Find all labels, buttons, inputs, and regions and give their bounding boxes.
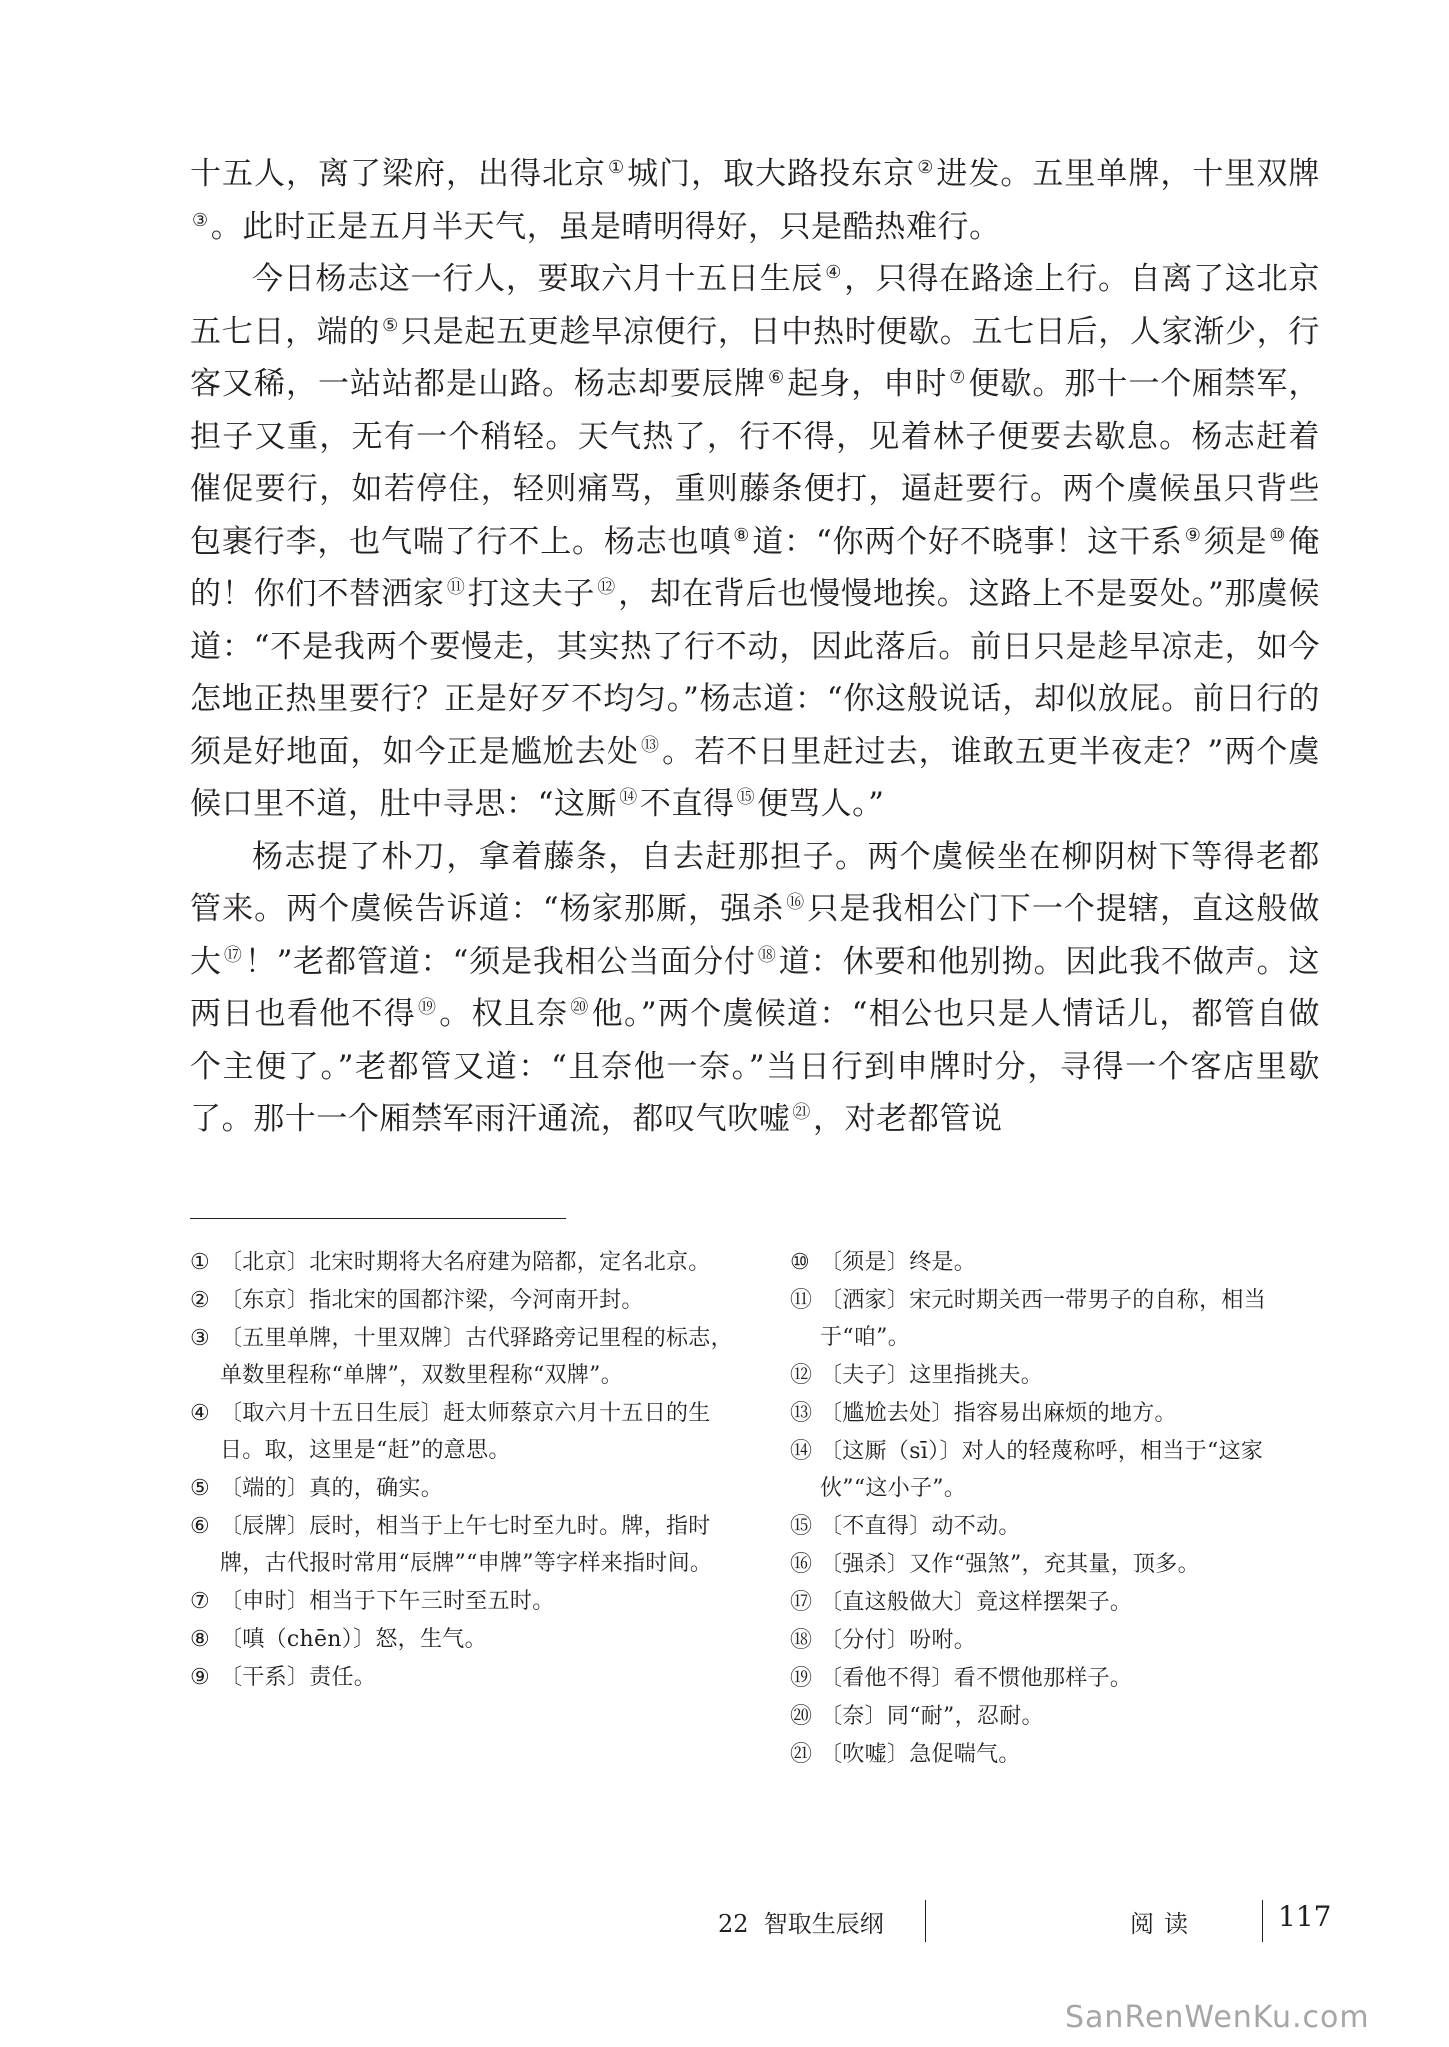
footnote-number: ⑦	[190, 1589, 211, 1614]
footnotes-left-column	[190, 1244, 750, 1697]
footnote-item	[190, 1395, 750, 1469]
footnote-number: ④	[190, 1401, 211, 1426]
body-text-run: 起身，申时	[787, 366, 948, 402]
footnote-text: 〔看他不得〕看不惯他那样子。	[820, 1666, 1133, 1691]
footnote-number: ⑳	[790, 1704, 813, 1729]
footnote-item	[790, 1546, 1330, 1583]
footnote-marker: ⑭	[619, 787, 638, 808]
body-text-run: 十五人，离了梁府，出得北京	[190, 156, 607, 192]
footnote-marker: ⑩	[1269, 524, 1287, 546]
footnote-text: 〔辰牌〕辰时，相当于上午七时至九时。牌，指时牌，古代报时常用“辰牌”“申牌”等字样来指时间。	[220, 1514, 713, 1576]
footnote-text: 〔嗔（chēn）〕怒，生气。	[220, 1627, 487, 1652]
footnote-text: 〔端的〕真的，确实。	[220, 1476, 444, 1501]
footnote-marker: ⑲	[417, 997, 438, 1018]
body-text-run: 道：“你两个好不晓事！这干系	[752, 523, 1183, 560]
footnote-item	[190, 1282, 750, 1319]
footnote-number: ①	[190, 1250, 211, 1275]
body-text-run: ，只得在路途上行。自离了这北京五七日，端的	[190, 261, 1320, 350]
body-text-run: 只是起五更趁早凉便行，日中热时便歇。五七日后，人家渐少，行客又稀，一站站都是山路。杨志却要辰牌	[190, 313, 1320, 402]
body-text	[190, 148, 1320, 1146]
footnote-marker: ③	[192, 209, 209, 231]
footnote-text: 〔干系〕责任。	[220, 1665, 377, 1690]
footnote-item	[790, 1736, 1330, 1773]
footnote-marker: ㉑	[792, 1102, 812, 1123]
body-text-run: 便歇。那十一个厢禁军，担子又重，无有一个稍轻。天气热了，行不得，见着林子便要去歇息。杨志赶着催促要行，如若停住，轻则痛骂，重则藤条便打，逼赶要行。两个虞候虽只背些包裹行李，也气喘了行不上。杨志也嗔	[190, 366, 1320, 560]
footnote-number: ⑱	[790, 1628, 813, 1653]
footnote-marker: ⑯	[786, 892, 806, 913]
body-text-run: 今日杨志这一行人，要取六月十五日生辰	[252, 261, 824, 297]
body-text-run: 杨志提了朴刀，拿着藤条，自去赶那担子。两个虞候坐在柳阴树下等得老都管来。两个虞候告诉道：“杨家那厮，强杀	[190, 838, 1320, 927]
footnote-marker: ⑨	[1184, 524, 1202, 546]
body-paragraph	[190, 148, 1320, 253]
body-text-run: ！”老都管道：“须是我相公当面分付	[244, 943, 756, 980]
footnote-number: ②	[190, 1288, 211, 1313]
footnote-marker: ②	[917, 157, 935, 178]
footnote-item	[790, 1244, 1330, 1281]
body-text-run: 俺的！你们不替洒家	[190, 523, 1320, 612]
footnote-text: 〔分付〕吩咐。	[820, 1628, 977, 1653]
footnote-item	[790, 1584, 1330, 1621]
body-text-run: ，对老都管说	[813, 1101, 1003, 1137]
body-paragraph	[190, 831, 1320, 1146]
footnote-item	[790, 1395, 1330, 1432]
body-text-run: 。若不日里赶过去，谁敢五更半夜走？”两个虞候口里不道，肚中寻思：“这厮	[190, 733, 1320, 822]
footnote-item	[790, 1433, 1330, 1507]
footnote-number: ⑭	[790, 1439, 813, 1464]
body-text-run: 。权且奈	[439, 996, 569, 1032]
footer-section-name: 阅读	[1130, 1910, 1198, 1938]
footer-divider	[1262, 1900, 1263, 1942]
footnote-text: 〔不直得〕动不动。	[820, 1514, 1021, 1539]
body-text-run: 。此时正是五月半天气，虽是晴明得好，只是酷热难行。	[210, 208, 1001, 245]
footnote-number: ⑩	[790, 1250, 811, 1275]
body-text-run: 便骂人。”	[757, 786, 885, 822]
body-text-run: 进发。五里单牌，十里双牌	[936, 156, 1320, 192]
footnote-number: ⑥	[190, 1514, 211, 1539]
footnote-item	[790, 1357, 1330, 1394]
footnote-text: 〔这厮（sī）〕对人的轻蔑称呼，相当于“这家伙”“这小子”。	[820, 1439, 1264, 1501]
footnote-number: ⑪	[790, 1288, 813, 1313]
footer-divider	[925, 1900, 926, 1942]
footnote-item	[190, 1508, 750, 1582]
footer-lesson-title: 22 智取生辰纲	[718, 1910, 884, 1938]
footnote-text: 〔须是〕终是。	[820, 1250, 977, 1275]
footnote-divider	[190, 1218, 566, 1219]
body-text-run: 城门，取大路投东京	[627, 156, 916, 192]
footnote-marker: ⑱	[757, 944, 777, 966]
footnote-number: ⑯	[790, 1552, 813, 1577]
footnote-item	[190, 1659, 750, 1696]
footnote-number: ⑲	[790, 1666, 813, 1691]
footnote-item	[790, 1698, 1330, 1735]
footnote-marker: ⑮	[736, 787, 756, 808]
footnotes-right-column	[790, 1244, 1330, 1774]
footnote-text: 〔洒家〕宋元时期关西一带男子的自称，相当于“咱”。	[820, 1288, 1267, 1350]
body-text-run: 他。”两个虞候道：“相公也只是人情话儿，都管自做个主便了。”老都管又道：“且奈他一奈。”当日行到申牌时分，寻得一个客店里歇了。那十一个厢禁军雨汗通流，都叹气吹嘘	[190, 996, 1321, 1137]
footnote-item	[190, 1244, 750, 1281]
footnote-item	[790, 1622, 1330, 1659]
body-text-run: 只是我相公门下一个提辖，直这般做大	[190, 891, 1320, 980]
footnote-text: 〔东京〕指北宋的国都汴梁，今河南开封。	[220, 1288, 644, 1313]
footnote-marker: ⑪	[446, 577, 466, 598]
footnote-text: 〔奈〕同“耐”，忍耐。	[820, 1704, 1044, 1729]
footnote-marker: ①	[608, 157, 626, 178]
body-text-run: 道：休要和他别拗。因此我不做声。这两日也看他不得	[190, 943, 1320, 1032]
footnote-number: ③	[190, 1326, 211, 1351]
footnote-marker: ⑫	[597, 577, 617, 598]
body-text-run: 打这夫子	[467, 576, 596, 612]
footnote-text: 〔直这般做大〕竟这样摆架子。	[820, 1590, 1133, 1615]
footnote-marker: ⑤	[382, 314, 399, 336]
footnote-item	[190, 1621, 750, 1658]
footnote-text: 〔强杀〕又作“强煞”，充其量，顶多。	[820, 1552, 1200, 1577]
footnote-number: ⑨	[190, 1665, 211, 1690]
body-paragraph	[190, 253, 1320, 831]
footnote-text: 〔吹嘘〕急促喘气。	[820, 1742, 1021, 1767]
footnote-item	[790, 1282, 1330, 1356]
footnote-marker: ⑰	[223, 944, 243, 966]
footnote-marker: ⑳	[570, 997, 590, 1018]
footnote-text: 〔五里单牌，十里双牌〕古代驿路旁记里程的标志，单数里程称“单牌”，双数里程称“双牌”。	[220, 1326, 733, 1388]
body-text-run: ，却在背后也慢慢地挨。这路上不是耍处。”那虞候道：“不是我两个要慢走，其实热了行不动，因此落后。前日只是趁早凉走，如今怎地正热里要行？正是好歹不均匀。”杨志道：“你这般说话，却似放屁。前日行的须是好地面，如今正是尴尬去处	[190, 576, 1320, 770]
footnote-marker: ⑧	[733, 524, 751, 546]
footnote-number: ⑫	[790, 1363, 813, 1388]
footnote-marker: ④	[825, 262, 843, 283]
body-text-run: 不直得	[639, 786, 735, 822]
footnote-marker: ⑦	[949, 367, 967, 388]
footnote-number: ㉑	[790, 1742, 813, 1767]
page-number: 117	[1278, 1900, 1332, 1933]
watermark: SanRenWenKu.com	[1065, 2000, 1370, 2035]
body-text-run: 须是	[1203, 523, 1268, 560]
footnote-item	[190, 1470, 750, 1507]
footnote-text: 〔北京〕北宋时期将大名府建为陪都，定名北京。	[220, 1250, 711, 1275]
footnote-item	[790, 1660, 1330, 1697]
footnote-text: 〔夫子〕这里指挑夫。	[820, 1363, 1044, 1388]
footnote-text: 〔取六月十五日生辰〕赶太师蔡京六月十五日的生日。取，这里是“赶”的意思。	[220, 1401, 711, 1463]
footnote-item	[790, 1508, 1330, 1545]
footnote-item	[190, 1320, 750, 1394]
footnote-text: 〔申时〕相当于下午三时至五时。	[220, 1589, 555, 1614]
footnote-item	[190, 1583, 750, 1620]
footnote-marker: ⑥	[768, 367, 786, 388]
footnote-marker: ⑬	[641, 734, 661, 756]
footnote-number: ⑮	[790, 1514, 813, 1539]
footnote-number: ⑧	[190, 1627, 211, 1652]
footnote-number: ⑰	[790, 1590, 813, 1615]
footnote-number: ⑤	[190, 1476, 211, 1501]
footnote-number: ⑬	[790, 1401, 813, 1426]
page-footer	[0, 1900, 1449, 1950]
footnote-text: 〔尴尬去处〕指容易出麻烦的地方。	[820, 1401, 1177, 1426]
